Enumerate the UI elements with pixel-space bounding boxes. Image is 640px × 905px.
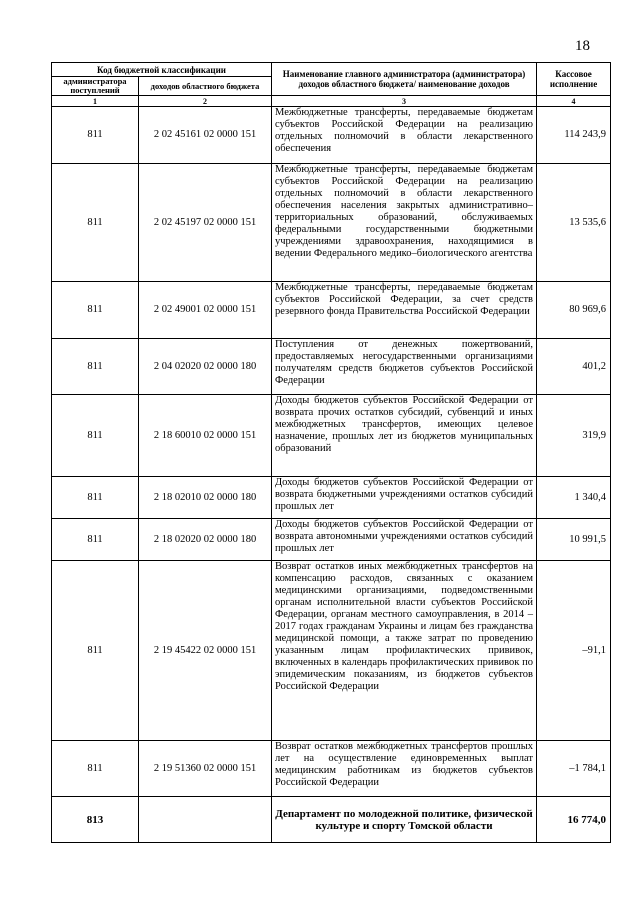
cash-amount: –1 784,1 (537, 741, 611, 797)
income-code: 2 18 02010 02 0000 180 (139, 477, 272, 519)
admin-code: 811 (52, 395, 139, 477)
income-code: 2 18 60010 02 0000 151 (139, 395, 272, 477)
cash-amount: 10 991,5 (537, 519, 611, 561)
table-row (52, 477, 611, 519)
cash-amount: 114 243,9 (537, 107, 611, 164)
income-name: Поступления от денежных пожертвований, предоставляемых негосударственными организациями получателям средств бюджетов субъектов Российской Федерации (272, 339, 537, 395)
column-number-4: 4 (537, 96, 611, 107)
admin-code: 811 (52, 561, 139, 741)
cash-amount: 401,2 (537, 339, 611, 395)
income-name: Межбюджетные трансферты, передаваемые бюджетам субъектов Российской Федерации на реализацию отдельных полномочий в области лекарственного обеспечения (272, 107, 537, 164)
admin-code: 811 (52, 107, 139, 164)
income-name: Доходы бюджетов субъектов Российской Федерации от возврата бюджетными учреждениями остатков субсидий прошлых лет (272, 477, 537, 519)
cash-amount: 319,9 (537, 395, 611, 477)
department-name: Департамент по молодежной политике, физической культуре и спорту Томской области (272, 797, 537, 843)
table-row (52, 107, 611, 164)
page-number: 18 (575, 38, 590, 54)
admin-code: 811 (52, 282, 139, 339)
income-code: 2 04 02020 02 0000 180 (139, 339, 272, 395)
income-name: Доходы бюджетов субъектов Российской Федерации от возврата прочих остатков субсидий, субвенций и иных межбюджетных трансфертов, имеющих целевое назначение, прошлых лет из бюджетов муниципальных образований (272, 395, 537, 477)
admin-code: 811 (52, 519, 139, 561)
income-name: Межбюджетные трансферты, передаваемые бюджетам субъектов Российской Федерации, за счет средств резервного фонда Правительства Российской Федерации (272, 282, 537, 339)
income-code: 2 02 45161 02 0000 151 (139, 107, 272, 164)
table-row (52, 164, 611, 282)
income-code: 2 19 51360 02 0000 151 (139, 741, 272, 797)
column-number-1: 1 (52, 96, 139, 107)
cash-amount: 1 340,4 (537, 477, 611, 519)
admin-code: 813 (52, 797, 139, 843)
income-code: 2 02 49001 02 0000 151 (139, 282, 272, 339)
table-row (52, 519, 611, 561)
income-name: Межбюджетные трансферты, передаваемые бюджетам субъектов Российской Федерации на реализацию отдельных полномочий в области лекарственного обеспечения населения закрытых административно–территориальных образований, обслуживаемых федеральными государственными бюджетными учреждениями здравоохранения, находящимися в ведении Федерального медико–биологического агентства (272, 164, 537, 282)
income-code: 2 02 45197 02 0000 151 (139, 164, 272, 282)
department-row (52, 797, 611, 843)
admin-code: 811 (52, 164, 139, 282)
header-regional-income: доходов областного бюджета (139, 77, 272, 96)
table-row (52, 561, 611, 741)
table-row (52, 741, 611, 797)
table-row (52, 339, 611, 395)
table-row (52, 282, 611, 339)
column-number-2: 2 (139, 96, 272, 107)
department-amount: 16 774,0 (537, 797, 611, 843)
income-code: 2 18 02020 02 0000 180 (139, 519, 272, 561)
income-name: Доходы бюджетов субъектов Российской Федерации от возврата автономными учреждениями остатков субсидий прошлых лет (272, 519, 537, 561)
header-admin-receipts: администратора поступлений (52, 77, 139, 96)
income-code: 2 19 45422 02 0000 151 (139, 561, 272, 741)
cash-amount: 80 969,6 (537, 282, 611, 339)
table-row (52, 395, 611, 477)
budget-table (51, 62, 611, 843)
admin-code: 811 (52, 477, 139, 519)
income-name: Возврат остатков межбюджетных трансфертов прошлых лет на осуществление единовременных выплат медицинским работникам из бюджетов субъектов Российской Федерации (272, 741, 537, 797)
header-cash-execution: Кассовое исполнение (537, 63, 611, 96)
column-number-3: 3 (272, 96, 537, 107)
header-name: Наименование главного администратора (администратора) доходов областного бюджета/ наименование доходов (272, 63, 537, 96)
cash-amount: –91,1 (537, 561, 611, 741)
income-name: Возврат остатков иных межбюджетных трансфертов на компенсацию расходов, связанных с оказанием медицинскими организациями, подведомственными органам исполнительной власти субъектов Российской Федерации, органам местного самоуправления, в 2014 – 2017 годах гражданам Украины и лицам без гражданства медицинской помощи, а также затрат по проведению указанным лицам профилактических прививок, включенных в календарь профилактических прививок по эпидемическим показаниям, из бюджетов субъектов Российской Федерации (272, 561, 537, 741)
cash-amount: 13 535,6 (537, 164, 611, 282)
header-budget-classification-code: Код бюджетной классификации (52, 63, 272, 77)
admin-code: 811 (52, 741, 139, 797)
income-code (139, 797, 272, 843)
admin-code: 811 (52, 339, 139, 395)
